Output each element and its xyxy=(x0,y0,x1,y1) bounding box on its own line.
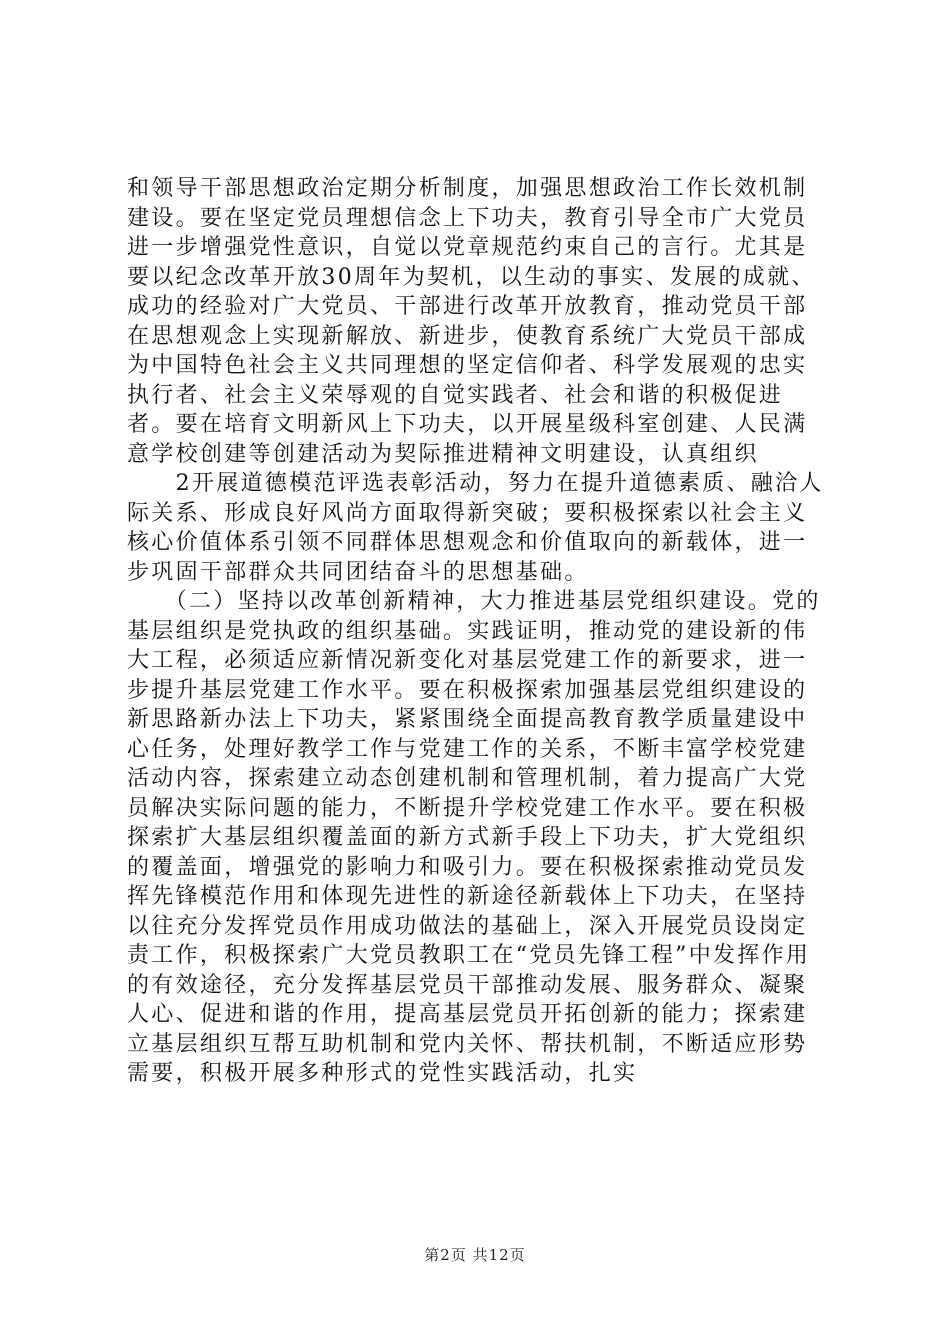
paragraph-1: 和领导干部思想政治定期分析制度，加强思想政治工作长效机制建设。要在坚定党员理想信念上下功夫，教育引导全市广大党员进一步增强党性意识，自觉以党章规范约束自己的言行。尤其是要以纪念改革开放30周年为契机，以生动的事实、发展的成就、成功的经验对广大党员、干部进行改革开放教育，推动党员干部在思想观念上实现新解放、新进步，使教育系统广大党员干部成为中国特色社会主义共同理想的坚定信仰者、科学发展观的忠实执行者、社会主义荣辱观的自觉实践者、社会和谐的积极促进者。要在培育文明新风上下功夫，以开展星级科室创建、人民满意学校创建等创建活动为契际推进精神文明建设，认真组织 xyxy=(127,176,816,467)
document-body xyxy=(127,174,827,1089)
paragraph-3: （二）坚持以改革创新精神，大力推进基层党组织建设。党的基层组织是党执政的组织基础。实践证明，推动党的建设新的伟大工程，必须适应新情况新变化对基层党建工作的新要求，进一步提升基层党建工作水平。要在积极探索加强基层党组织建设的新思路新办法上下功夫，紧紧围绕全面提高教育教学质量建设中心任务，处理好教学工作与党建工作的关系，不断丰富学校党建活动内容，探索建立动态创建机制和管理机制，着力提高广大党员解决实际问题的能力，不断提升学校党建工作水平。要在积极探索扩大基层组织覆盖面的新方式新手段上下功夫，扩大党组织的覆盖面，增强党的影响力和吸引力。要在积极探索推动党员发挥先锋模范作用和体现先进性的新途径新载体上下功夫，在坚持以往充分发挥党员作用成功做法的基础上，深入开展党员设岗定责工作，积极探索广大党员教职工在“党员先锋工程”中发挥作用的有效途径，充分发挥基层党员干部推动发展、服务群众、凝聚人心、促进和谐的作用，提高基层党员开拓创新的能力；探索建立基层组织互帮互助机制和党内关怀、帮扶机制，不断适应形势需要，积极开展多种形式的党性实践活动，扎实 xyxy=(127,589,821,1086)
page-footer: 第2页 共12页 xyxy=(424,1246,526,1264)
paragraph-2: 2开展道德模范评选表彰活动，努力在提升道德素质、融洽人际关系、形成良好风尚方面取得新突破；要积极探索以社会主义核心价值体系引领不同群体思想观念和价值取向的新载体，进一步巩固干部群众共同团结奋斗的思想基础。 xyxy=(127,471,824,585)
